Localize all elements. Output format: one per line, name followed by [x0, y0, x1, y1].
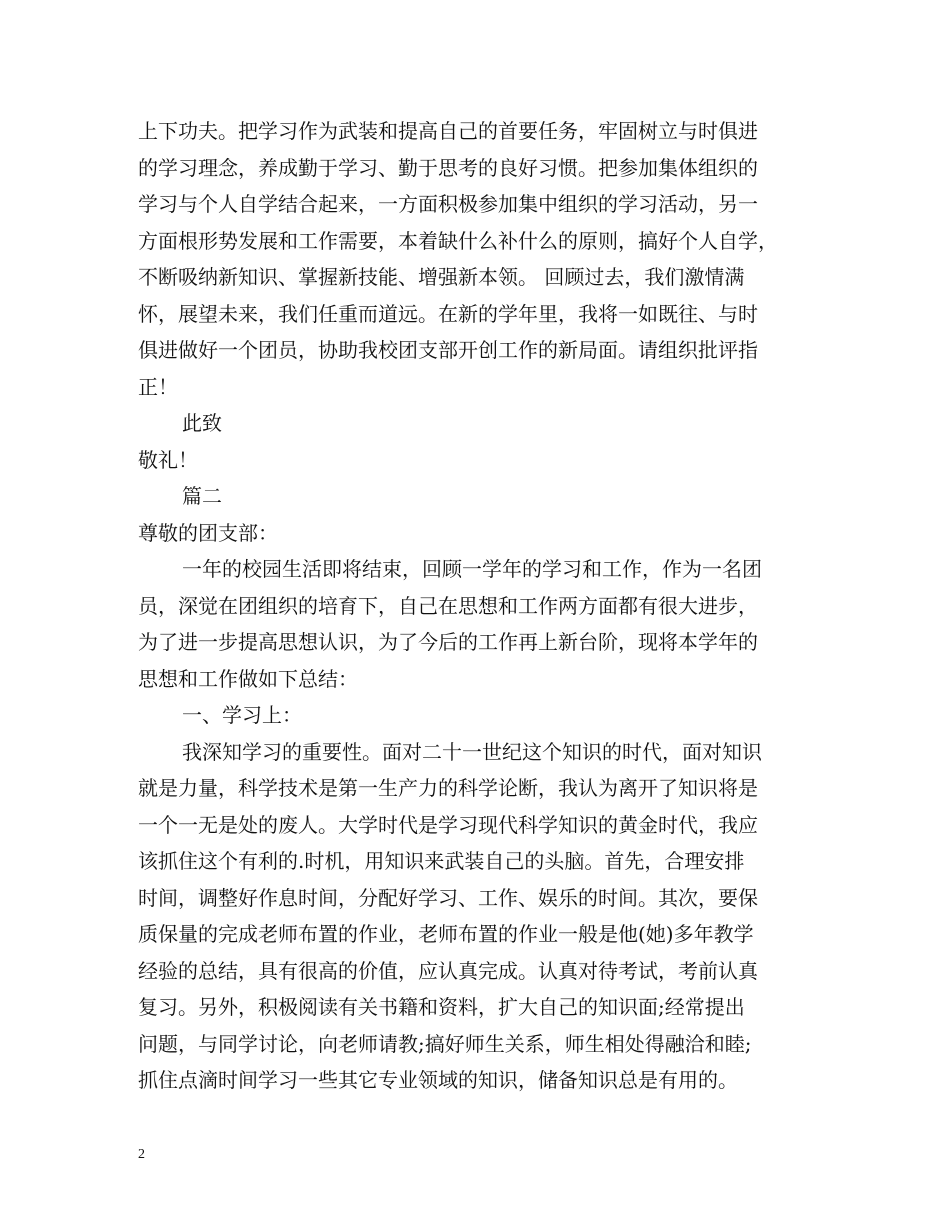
text-line: 质保量的完成老师布置的作业，老师布置的作业一般是他(她)多年教学 [138, 922, 754, 946]
closing-salutation: 此致 [182, 411, 222, 435]
text-line: 不断吸纳新知识、掌握新技能、增强新本领。 回顾过去，我们激情满 [138, 265, 745, 289]
text-line: 一个一无是处的废人。大学时代是学习现代科学知识的黄金时代，我应 [138, 812, 758, 837]
text-line: 我深知学习的重要性。面对二十一世纪这个知识的时代，面对知识 [182, 739, 762, 764]
closing-regards: 敬礼！ [138, 447, 198, 472]
text-line: 方面根形势发展和工作需要，本着缺什么补什么的原则，搞好个人自学， [138, 228, 778, 253]
text-line: 复习。另外，积极阅读有关书籍和资料，扩大自己的知识面;经常提出 [138, 995, 745, 1019]
text-line: 上下功夫。把学习作为武装和提高自己的首要任务，牢固树立与时俱进 [138, 119, 758, 143]
document-body [138, 113, 838, 1099]
page-number: 2 [138, 1147, 145, 1162]
subsection-heading: 一、学习上： [182, 703, 302, 727]
text-line: 学习与个人自学结合起来，一方面积极参加集中组织的学习活动，另一 [138, 192, 758, 216]
text-line: 为了进一步提高思想认识，为了今后的工作再上新台阶，现将本学年的 [138, 630, 758, 654]
greeting: 尊敬的团支部： [138, 520, 278, 545]
text-line: 员，深觉在团组织的培育下，自己在思想和工作两方面都有很大进步， [138, 593, 758, 618]
text-line: 问题，与同学讨论，向老师请教;搞好师生关系，师生相处得融洽和睦; [138, 1031, 752, 1056]
section-heading: 篇二 [182, 484, 222, 508]
text-line: 抓住点滴时间学习一些其它专业领域的知识，储备知识总是有用的。 [138, 1068, 738, 1092]
text-line: 经验的总结，具有很高的价值，应认真完成。认真对待考试，考前认真 [138, 958, 758, 983]
text-line: 怀，展望未来，我们任重而道远。在新的学年里，我将一如既往、与时 [138, 301, 758, 326]
text-line: 一年的校园生活即将结束，回顾一学年的学习和工作，作为一名团 [182, 557, 762, 581]
text-line: 就是力量，科学技术是第一生产力的科学论断，我认为离开了知识将是 [138, 776, 758, 800]
text-line: 该抓住这个有利的.时机，用知识来武装自己的头脑。首先，合理安排 [138, 849, 745, 873]
text-line: 俱进做好一个团员，协助我校团支部开创工作的新局面。请组织批评指 [138, 338, 758, 362]
text-line: 思想和工作做如下总结： [138, 666, 358, 691]
text-line: 时间，调整好作息时间，分配好学习、工作、娱乐的时间。其次，要保 [138, 885, 758, 910]
text-line: 的学习理念，养成勤于学习、勤于思考的良好习惯。把参加集体组织的 [138, 155, 758, 180]
text-line: 正！ [138, 374, 178, 399]
